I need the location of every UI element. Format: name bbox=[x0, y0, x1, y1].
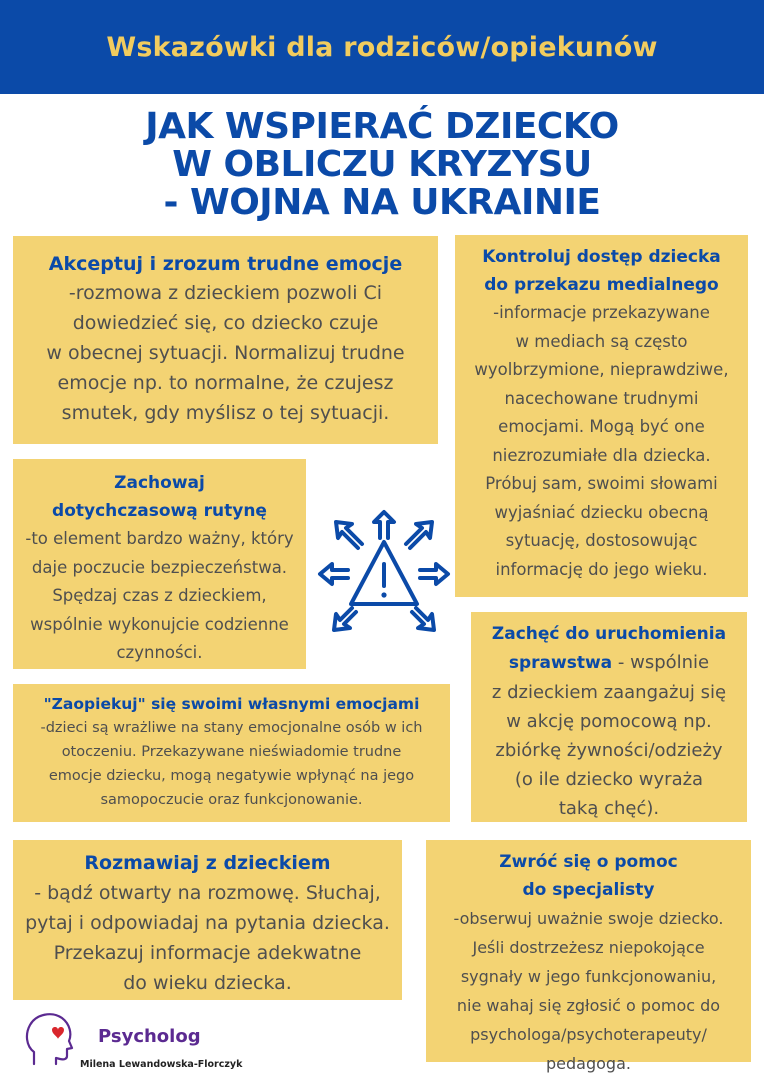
card-body-line: sytuację, dostosowując bbox=[505, 531, 698, 550]
logo-title: Psycholog bbox=[98, 1026, 201, 1047]
card-body-line: w obecnej sytuacji. Normalizuj trudne bbox=[46, 342, 405, 364]
card-body-line: Spędzaj czas z dzieckiem, bbox=[52, 586, 267, 605]
card-heading: do specjalisty bbox=[522, 880, 655, 900]
card-body-line: -dzieci są wrażliwe na stany emocjonalne osób w ich bbox=[40, 720, 423, 736]
card-heading-inline: sprawstwa bbox=[508, 653, 613, 673]
card-heading: Zachowaj bbox=[114, 473, 205, 493]
card-heading: dotychczasową rutynę bbox=[52, 501, 267, 521]
card-body-line: -to element bardzo ważny, który bbox=[25, 529, 294, 548]
title-line: JAK WSPIERAĆ DZIECKO bbox=[145, 106, 619, 147]
card-body-line: pedagoga. bbox=[546, 1054, 631, 1073]
card-body-line: nie wahaj się zgłosić o pomoc do bbox=[456, 996, 721, 1015]
card-body-line: do wieku dziecka. bbox=[123, 972, 292, 994]
card-body-line: Jeśli dostrzeżesz niepokojące bbox=[472, 938, 705, 957]
card-body-line: -rozmowa z dzieckiem pozwoli Ci bbox=[68, 282, 383, 304]
card-specialist bbox=[426, 840, 751, 1073]
card-heading: Zachęć do uruchomienia bbox=[491, 624, 727, 644]
card-body-line: pytaj i odpowiadaj na pytania dziecka. bbox=[25, 912, 390, 934]
card-body-line: samopoczucie oraz funkcjonowanie. bbox=[100, 792, 363, 808]
card-heading: Kontroluj dostęp dziecka bbox=[482, 247, 721, 267]
head-heart-icon bbox=[22, 1008, 74, 1068]
card-talk bbox=[13, 840, 402, 1000]
card-body-line: -obserwuj uważnie swoje dziecko. bbox=[453, 909, 724, 928]
title-line: W OBLICZU KRYZYSU bbox=[172, 144, 592, 185]
card-body-line: Próbuj sam, swoimi słowami bbox=[485, 474, 718, 493]
card-routine bbox=[13, 459, 306, 669]
card-agency bbox=[471, 612, 747, 822]
card-media-access bbox=[455, 235, 748, 597]
card-body-line: wspólnie wykonujcie codzienne bbox=[30, 614, 289, 634]
card-body-line: niezrozumiałe dla dziecka. bbox=[492, 445, 711, 465]
card-body-line: otoczeniu. Przekazywane nieświadomie trudne bbox=[61, 744, 402, 760]
card-body-line: w akcję pomocową np. bbox=[506, 711, 712, 732]
card-heading: Akceptuj i zrozum trudne emocje bbox=[48, 253, 403, 275]
card-body-line: czynności. bbox=[116, 643, 203, 662]
card-selfcare bbox=[13, 684, 450, 822]
card-body-line: wyjaśniać dziecku obecną bbox=[494, 502, 709, 522]
card-heading: Zwróć się o pomoc bbox=[499, 852, 678, 872]
card-heading: "Zaopiekuj" się swoimi własnymi emocjami bbox=[43, 695, 420, 713]
card-body-line: - bądź otwarty na rozmowę. Słuchaj, bbox=[34, 882, 381, 904]
card-body-line: psychologa/psychoterapeuty/ bbox=[470, 1025, 707, 1044]
card-body-line bbox=[471, 648, 747, 678]
card-body-line: zbiórkę żywności/odzieży bbox=[495, 740, 723, 761]
card-body-line: z dzieckiem zaangażuj się bbox=[491, 682, 727, 703]
banner-title: Wskazówki dla rodziców/opiekunów bbox=[106, 31, 658, 63]
card-body-line: wyolbrzymione, nieprawdziwe, bbox=[474, 360, 729, 379]
card-body-line: nacechowane trudnymi bbox=[504, 388, 699, 408]
card-body-inline: - wspólnie bbox=[612, 652, 710, 673]
card-body-line: -informacje przekazywane bbox=[493, 303, 710, 322]
card-heading: Rozmawiaj z dzieckiem bbox=[84, 852, 331, 874]
header-banner bbox=[0, 0, 764, 94]
card-body-line: dowiedzieć się, co dziecko czuje bbox=[72, 312, 379, 334]
card-accept-emotions bbox=[13, 236, 438, 444]
card-body-line: emocjami. Mogą być one bbox=[498, 417, 705, 436]
card-body-line: sygnały w jego funkcjonowaniu, bbox=[460, 967, 717, 986]
card-body-line: smutek, gdy myślisz o tej sytuacji. bbox=[61, 402, 390, 424]
card-body-line: emocje dziecku, mogą negatywie wpłynąć na jego bbox=[48, 768, 415, 784]
warning-arrows-icon bbox=[314, 508, 454, 648]
title-line: - WOJNA NA UKRAINIE bbox=[163, 182, 601, 223]
card-body-line: taką chęć). bbox=[558, 798, 660, 819]
card-body-line: (o ile dziecko wyraża bbox=[514, 769, 704, 790]
card-body-line: informację do jego wieku. bbox=[495, 559, 708, 579]
card-body-line: daje poczucie bezpieczeństwa. bbox=[31, 557, 288, 577]
card-heading: do przekazu medialnego bbox=[484, 275, 719, 295]
card-body-line: Przekazuj informacje adekwatne bbox=[53, 942, 362, 964]
card-body-line: w mediach są często bbox=[515, 331, 688, 351]
logo-author-name: Milena Lewandowska-Florczyk bbox=[80, 1059, 243, 1070]
card-body-line: emocje np. to normalne, że czujesz bbox=[57, 372, 394, 394]
page-title bbox=[0, 108, 764, 222]
